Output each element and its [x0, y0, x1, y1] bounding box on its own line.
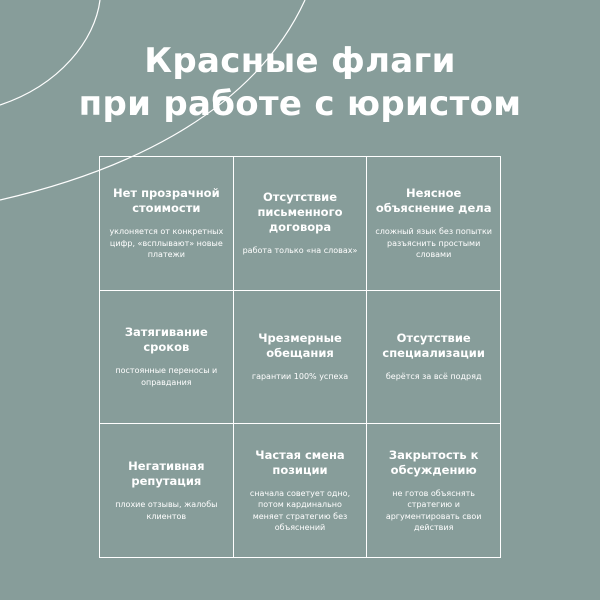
page-title-line-2: при работе с юристом	[78, 84, 522, 124]
red-flags-grid	[99, 156, 501, 558]
card-closed-to-discussion	[367, 424, 501, 558]
card-title: Закрытость к обсуждению	[388, 447, 479, 477]
card-description: не готов объяснять стратегию и аргументировать свои действия	[385, 488, 482, 533]
card-excessive-promises	[234, 291, 368, 425]
card-description: сложный язык без попытки разъяснить простыми словами	[375, 227, 493, 260]
card-title: Неясное объяснение дела	[375, 186, 492, 216]
card-description: уклоняется от конкретных цифр, «всплывают» новые платежи	[109, 227, 224, 260]
page-title-line-1: Красные флаги	[144, 41, 456, 81]
card-no-specialization	[367, 291, 501, 425]
card-title: Чрезмерные обещания	[258, 331, 342, 361]
card-delays	[100, 291, 234, 425]
card-description: сначала советует одно, потом кардинально меняет стратегию без объяснений	[249, 488, 351, 533]
card-position-changes	[234, 424, 368, 558]
card-negative-reputation	[100, 424, 234, 558]
page-title	[0, 40, 600, 126]
card-description: гарантии 100% успеха	[251, 372, 349, 382]
card-title: Частая смена позиции	[255, 447, 345, 477]
card-unclear-explanation	[367, 157, 501, 291]
card-title: Затягивание сроков	[124, 325, 208, 355]
card-title: Нет прозрачной стоимости	[113, 186, 220, 216]
card-description: берётся за всё подряд	[385, 372, 482, 382]
card-no-transparent-cost	[100, 157, 234, 291]
card-title: Негативная репутация	[128, 459, 205, 489]
card-description: постоянные переносы и оправдания	[115, 366, 218, 387]
card-description: работа только «на словах»	[242, 246, 358, 256]
card-description: плохие отзывы, жалобы клиентов	[115, 500, 218, 521]
card-title: Отсутствие специализации	[382, 331, 485, 361]
card-no-written-contract	[234, 157, 368, 291]
card-title: Отсутствие письменного договора	[257, 190, 343, 235]
